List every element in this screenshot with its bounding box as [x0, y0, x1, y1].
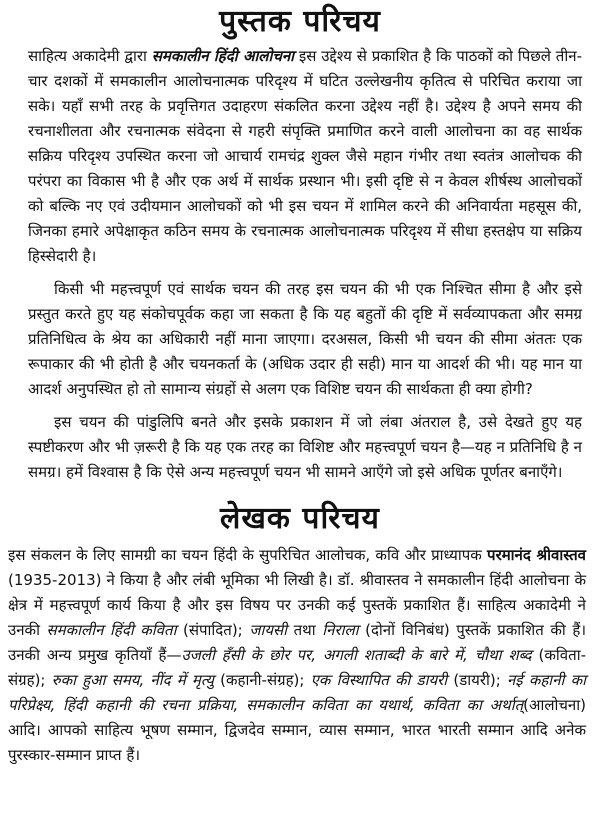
- book-intro-paragraph-2: किसी भी महत्त्वपूर्ण एवं सार्थक चयन की तरह इस चयन की भी एक निश्चित सीमा है और इसे प्रस्तुत करते हुए यह संकोचपूर्वक कहा जा सकता है कि यह बहुतों की दृष्टि में सर्वव्यापकता और समग्र प्रतिनिधित्व के श्रेय का अधिकारी नहीं माना जाएगा। दरअसल, किसी भी चयन की सीमा अंततः एक रूपाकार की भी होती है और चयनकर्ता के (अधिक उदार ही सही) मान या आदर्श की भी। यह मान या आदर्श अनुपस्थित हो तो सामान्य संग्रहों से अलग एक विशिष्ट चयन की सार्थकता ही क्या होगी?: [28, 280, 582, 398]
- work-title-4: उजली हँसी के छोर पर, अगली शताब्दी के बारे में, चौथा शब्द: [181, 646, 532, 664]
- author-text-7: (कहानी-संग्रह);: [213, 671, 311, 689]
- book-intro-heading: पुस्तक परिचय: [219, 4, 381, 39]
- book-intro-paragraph-1: [28, 44, 582, 269]
- work-title-1: समकालीन हिंदी कविता: [46, 621, 177, 639]
- author-intro-paragraph: [8, 543, 586, 768]
- author-text-3: (संपादित);: [176, 621, 250, 639]
- author-text-4: तथा: [287, 621, 323, 639]
- p1-text-a: साहित्य अकादेमी द्वारा: [28, 47, 152, 65]
- author-text-5: (दोनों विनिबंध) पुस्तकें प्रकाशित की हैं। उनकी अन्य प्रमुख कृतियाँ हैं—: [8, 621, 587, 664]
- author-text-8: (डायरी);: [447, 671, 507, 689]
- work-title-2: जायसी: [249, 621, 288, 639]
- author-text-1: इस संकलन के लिए सामग्री का चयन हिंदी के सुपरिचित आलोचक, कवि और प्राध्यापक: [8, 546, 488, 564]
- p1-text-c: इस उद्देश्य से प्रकाशित है कि पाठकों को पिछले तीन-चार दशकों में समकालीन आलोचनात्मक परिदृश्य में घटित उल्लेखनीय कृतित्व से परिचित कराया जा सके। यहाँ सभी तरह के प्रवृत्तिगत उदाहरण संकलित करना उद्देश्य नहीं है। उद्देश्य है अपने समय की रचनाशीलता और रचनात्मक संवेदना से गहरी संपृक्ति प्रमाणित करने वाली आलोचना का वह सार्थक सक्रिय परिदृश्य उपस्थित करना जो आचार्य रामचंद्र शुक्ल जैसे महान गंभीर तथा स्वतंत्र आलोचक की परंपरा का विकास भी है और एक अर्थ में सार्थक प्रस्थान भी। इसी दृष्टि से न केवल शीर्षस्थ आलोचकों को बल्कि नए एवं उदीयमान आलोचकों को भी इस चयन में शामिल करने की अनिवार्यता महसूस की, जिनका हमारे अपेक्षाकृत कठिन समय के रचनात्मक आलोचनात्मक परिदृश्य में सीधा हस्तक्षेप या सक्रिय हिस्सेदारी है।: [28, 47, 582, 265]
- book-intro-section: [0, 44, 600, 485]
- author-name: परमानंद श्रीवास्तव: [487, 546, 586, 564]
- author-intro-heading: लेखक परिचय: [220, 501, 380, 536]
- author-intro-section: [0, 543, 600, 768]
- work-title-5: रुका हुआ समय, नींद में मृत्यु: [51, 671, 214, 689]
- book-title-emphasis: समकालीन हिंदी आलोचना: [151, 47, 295, 65]
- author-text-9: (आलोचना) आदि। आपको साहित्य भूषण सम्मान, द्विजदेव सम्मान, व्यास सम्मान, भारत भारती सम्मान आदि अनेक पुरस्कार-सम्मान प्राप्त हैं।: [8, 696, 586, 764]
- work-title-7: नई कहानी का परिप्रेक्ष्य, हिंदी कहानी की रचना प्रक्रिया, समकालीन कविता का यथार्थ, कविता का अर्थात्: [8, 671, 586, 714]
- book-intro-paragraph-3: इस चयन की पांडुलिपि बनते और इसके प्रकाशन में जो लंबा अंतराल है, उसे देखते हुए यह स्पष्टीकरण और भी ज़रूरी है कि यह एक तरह का विशिष्ट और महत्त्वपूर्ण चयन है—यह न प्रतिनिधि है न समग्र। हमें विश्वास है कि ऐसे अन्य महत्त्वपूर्ण चयन भी सामने आएँगे जो इसे अधिक पूर्णतर बनाएँगे।: [28, 413, 582, 481]
- author-text-6: (कविता-संग्रह);: [8, 646, 586, 689]
- author-text-2: (1935-2013) ने किया है और लंबी भूमिका भी लिखी है। डॉ. श्रीवास्तव ने समकालीन हिंदी आलोचना के क्षेत्र में महत्त्वपूर्ण कार्य किया है और इस विषय पर उनकी कई पुस्तकें प्रकाशित हैं। साहित्य अकादेमी ने उनकी: [8, 571, 586, 639]
- work-title-6: एक विस्थापित की डायरी: [310, 671, 448, 689]
- work-title-3: निराला: [322, 621, 359, 639]
